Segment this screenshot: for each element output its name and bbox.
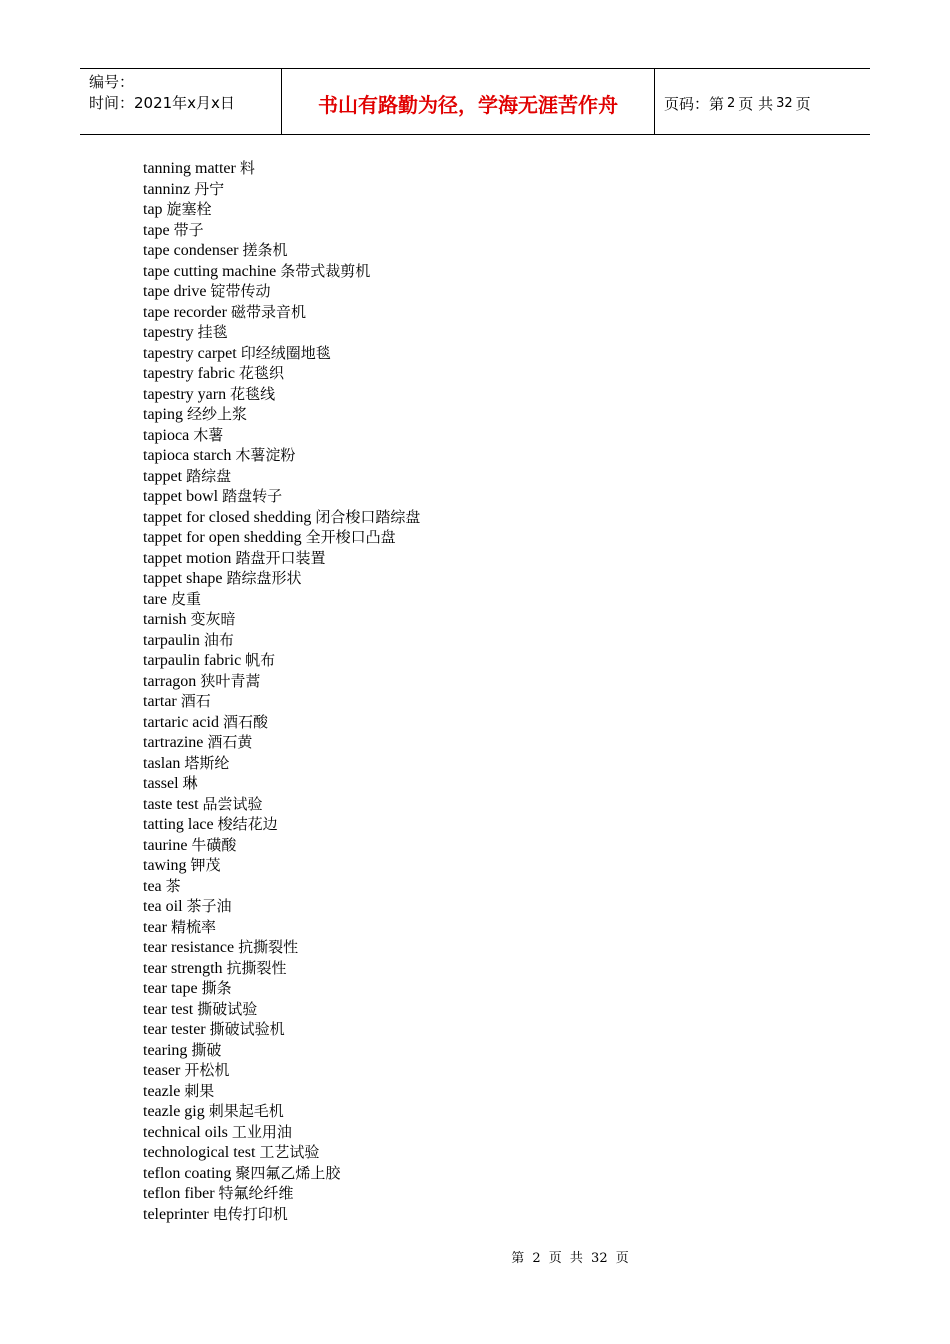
term-english: tassel	[143, 775, 179, 792]
term-english: taurine	[143, 836, 188, 854]
glossary-entry	[143, 507, 420, 528]
term-english: teazle	[143, 1082, 181, 1100]
glossary-entry	[143, 712, 420, 733]
term-chinese: 酒石黄	[207, 733, 253, 751]
term-chinese: 牛磺酸	[191, 835, 237, 854]
term-english: tappet shape	[143, 570, 223, 587]
term-chinese: 花毯织	[238, 364, 284, 382]
glossary-entry	[143, 1142, 420, 1163]
term-chinese: 茶子油	[186, 897, 232, 915]
glossary-entry	[143, 609, 420, 630]
term-chinese: 刺果	[184, 1081, 215, 1100]
glossary-entry	[143, 753, 420, 774]
term-english: tap	[143, 201, 163, 218]
term-english: tapestry yarn	[143, 385, 227, 403]
term-chinese: 聚四氟乙烯上胶	[235, 1163, 341, 1182]
term-chinese: 撕破	[191, 1040, 222, 1059]
term-chinese: 帆布	[245, 651, 276, 669]
term-english: tappet bowl	[143, 488, 219, 505]
glossary-entry	[143, 814, 420, 835]
glossary-entry	[143, 363, 420, 384]
term-english: tarpaulin fabric	[143, 652, 242, 669]
term-english: tanning matter	[143, 160, 236, 177]
term-chinese: 踏盘转子	[222, 487, 283, 505]
term-chinese: 变灰暗	[190, 610, 236, 628]
term-chinese: 踏综盘	[186, 466, 232, 485]
glossary-entry	[143, 199, 420, 220]
term-english: tappet	[143, 467, 183, 485]
glossary-entry	[143, 691, 420, 712]
term-english: tapestry fabric	[143, 365, 235, 382]
term-english: tappet motion	[143, 549, 232, 567]
term-english: teazle gig	[143, 1103, 205, 1120]
term-chinese: 梭结花边	[217, 815, 278, 833]
term-chinese: 撕条	[201, 979, 232, 997]
term-english: tanninz	[143, 180, 191, 198]
glossary-entry	[143, 835, 420, 856]
term-english: tear tester	[143, 1021, 206, 1038]
term-english: tear tape	[143, 980, 198, 997]
term-chinese: 酒石	[180, 692, 211, 710]
glossary-entry	[143, 1101, 420, 1122]
term-english: tarpaulin	[143, 631, 200, 649]
term-english: tapioca starch	[143, 447, 232, 464]
term-english: tape	[143, 221, 170, 239]
glossary-entry	[143, 1204, 420, 1225]
term-chinese: 经纱上浆	[187, 405, 248, 423]
term-english: tape drive	[143, 283, 207, 300]
date-label: 时间：2021年x月x日	[89, 94, 235, 112]
glossary-entry	[143, 1183, 420, 1204]
glossary-entry	[143, 876, 420, 897]
glossary-entry	[143, 1122, 420, 1143]
term-chinese: 木薯	[193, 425, 224, 444]
page-prefix: 页码：第	[664, 94, 725, 113]
glossary-entry	[143, 179, 420, 200]
motto-text: 书山有路勤为径，学海无涯苦作舟	[318, 92, 618, 117]
term-english: tear resistance	[143, 939, 235, 956]
term-english: tear	[143, 918, 167, 936]
header-motto-cell	[282, 69, 655, 134]
term-chinese: 带子	[173, 220, 204, 239]
glossary-entry	[143, 650, 420, 671]
term-chinese: 搓条机	[242, 241, 288, 259]
term-chinese: 特氟纶纤维	[218, 1184, 294, 1202]
glossary-entry	[143, 425, 420, 446]
glossary-entry	[143, 917, 420, 938]
glossary-entry	[143, 1163, 420, 1184]
glossary-entry	[143, 630, 420, 651]
term-english: tartrazine	[143, 734, 204, 751]
term-english: tarragon	[143, 672, 197, 690]
glossary-entry	[143, 343, 420, 364]
term-chinese: 琳	[182, 774, 198, 792]
term-english: tappet for open shedding	[143, 529, 302, 546]
term-english: tearing	[143, 1041, 188, 1059]
term-english: teleprinter	[143, 1205, 209, 1223]
term-chinese: 工业用油	[231, 1122, 292, 1141]
glossary-entry	[143, 240, 420, 261]
page-suffix: 页	[795, 94, 811, 113]
term-english: tarnish	[143, 611, 187, 628]
term-english: tartaric acid	[143, 713, 219, 731]
glossary-entry	[143, 486, 420, 507]
term-english: tape condenser	[143, 242, 239, 259]
glossary-entry	[143, 568, 420, 589]
glossary-entry	[143, 896, 420, 917]
term-chinese: 条带式裁剪机	[280, 261, 371, 280]
term-english: technical oils	[143, 1123, 228, 1141]
term-chinese: 刺果起毛机	[208, 1102, 284, 1120]
glossary-entry	[143, 773, 420, 794]
term-chinese: 狭叶青蒿	[200, 671, 261, 690]
header-info-cell	[80, 69, 282, 134]
term-english: taslan	[143, 754, 181, 772]
term-english: tea oil	[143, 898, 183, 915]
term-chinese: 挂毯	[197, 323, 228, 341]
term-english: tapestry carpet	[143, 344, 237, 362]
term-chinese: 闭合梭口踏综盘	[315, 507, 421, 526]
header-page-cell	[655, 69, 870, 134]
term-chinese: 撕破试验	[197, 999, 258, 1018]
term-chinese: 抗撕裂性	[226, 958, 287, 977]
glossary-entry	[143, 794, 420, 815]
term-english: tape cutting machine	[143, 262, 277, 280]
glossary-entry	[143, 999, 420, 1020]
glossary-list	[143, 158, 420, 1224]
term-chinese: 茶	[165, 876, 181, 895]
glossary-entry	[143, 302, 420, 323]
term-chinese: 料	[239, 159, 255, 177]
page-total: 32	[776, 95, 793, 111]
glossary-entry	[143, 261, 420, 282]
term-english: tare	[143, 590, 167, 608]
glossary-entry	[143, 855, 420, 876]
term-chinese: 撕破试验机	[209, 1020, 285, 1038]
term-chinese: 塔斯纶	[184, 753, 230, 772]
term-chinese: 抗撕裂性	[238, 938, 299, 956]
term-english: tapestry	[143, 324, 194, 341]
glossary-entry	[143, 220, 420, 241]
glossary-entry	[143, 445, 420, 466]
glossary-entry	[143, 1081, 420, 1102]
term-english: tawing	[143, 857, 187, 874]
glossary-entry	[143, 527, 420, 548]
glossary-entry	[143, 404, 420, 425]
term-chinese: 工艺试验	[259, 1143, 320, 1161]
term-chinese: 电传打印机	[212, 1204, 288, 1223]
page-header	[80, 68, 870, 135]
term-chinese: 锭带传动	[210, 282, 271, 300]
glossary-entry	[143, 671, 420, 692]
term-english: technological test	[143, 1144, 256, 1161]
term-english: tartar	[143, 693, 177, 710]
term-english: tea	[143, 877, 162, 895]
glossary-entry	[143, 548, 420, 569]
term-english: tear strength	[143, 959, 223, 977]
term-chinese: 全开梭口凸盘	[305, 528, 396, 546]
term-chinese: 踏综盘形状	[226, 569, 302, 587]
term-english: teaser	[143, 1062, 181, 1079]
glossary-entry	[143, 958, 420, 979]
glossary-entry	[143, 384, 420, 405]
term-chinese: 皮重	[170, 589, 201, 608]
page-footer: 第 2 页 共 32 页	[511, 1251, 629, 1266]
term-chinese: 踏盘开口装置	[235, 548, 326, 567]
term-chinese: 丹宁	[194, 179, 225, 198]
term-chinese: 钾茂	[190, 856, 221, 874]
glossary-entry	[143, 158, 420, 179]
term-chinese: 花毯线	[230, 384, 276, 403]
term-english: tappet for closed shedding	[143, 508, 312, 526]
glossary-entry	[143, 1019, 420, 1040]
doc-number-label: 编号：	[89, 73, 135, 91]
term-english: taste test	[143, 795, 199, 813]
term-english: tapioca	[143, 426, 190, 444]
glossary-entry	[143, 281, 420, 302]
glossary-entry	[143, 466, 420, 487]
glossary-entry	[143, 1060, 420, 1081]
glossary-entry	[143, 937, 420, 958]
term-chinese: 印经绒圈地毯	[240, 343, 331, 362]
glossary-entry	[143, 732, 420, 753]
page-mid: 页 共	[738, 94, 774, 113]
term-english: tear test	[143, 1000, 194, 1018]
term-chinese: 品尝试验	[202, 794, 263, 813]
glossary-entry	[143, 322, 420, 343]
term-chinese: 酒石酸	[222, 712, 268, 731]
term-chinese: 木薯淀粉	[235, 446, 296, 464]
term-chinese: 旋塞栓	[166, 200, 212, 218]
glossary-entry	[143, 978, 420, 999]
term-english: teflon coating	[143, 1164, 232, 1182]
term-english: tape recorder	[143, 303, 227, 321]
term-english: taping	[143, 406, 183, 423]
page-current: 2	[727, 95, 736, 111]
glossary-entry	[143, 589, 420, 610]
term-english: teflon fiber	[143, 1185, 215, 1202]
term-chinese: 油布	[203, 630, 234, 649]
term-chinese: 精梳率	[170, 917, 216, 936]
term-chinese: 开松机	[184, 1061, 230, 1079]
term-english: tatting lace	[143, 816, 214, 833]
term-chinese: 磁带录音机	[230, 302, 306, 321]
glossary-entry	[143, 1040, 420, 1061]
